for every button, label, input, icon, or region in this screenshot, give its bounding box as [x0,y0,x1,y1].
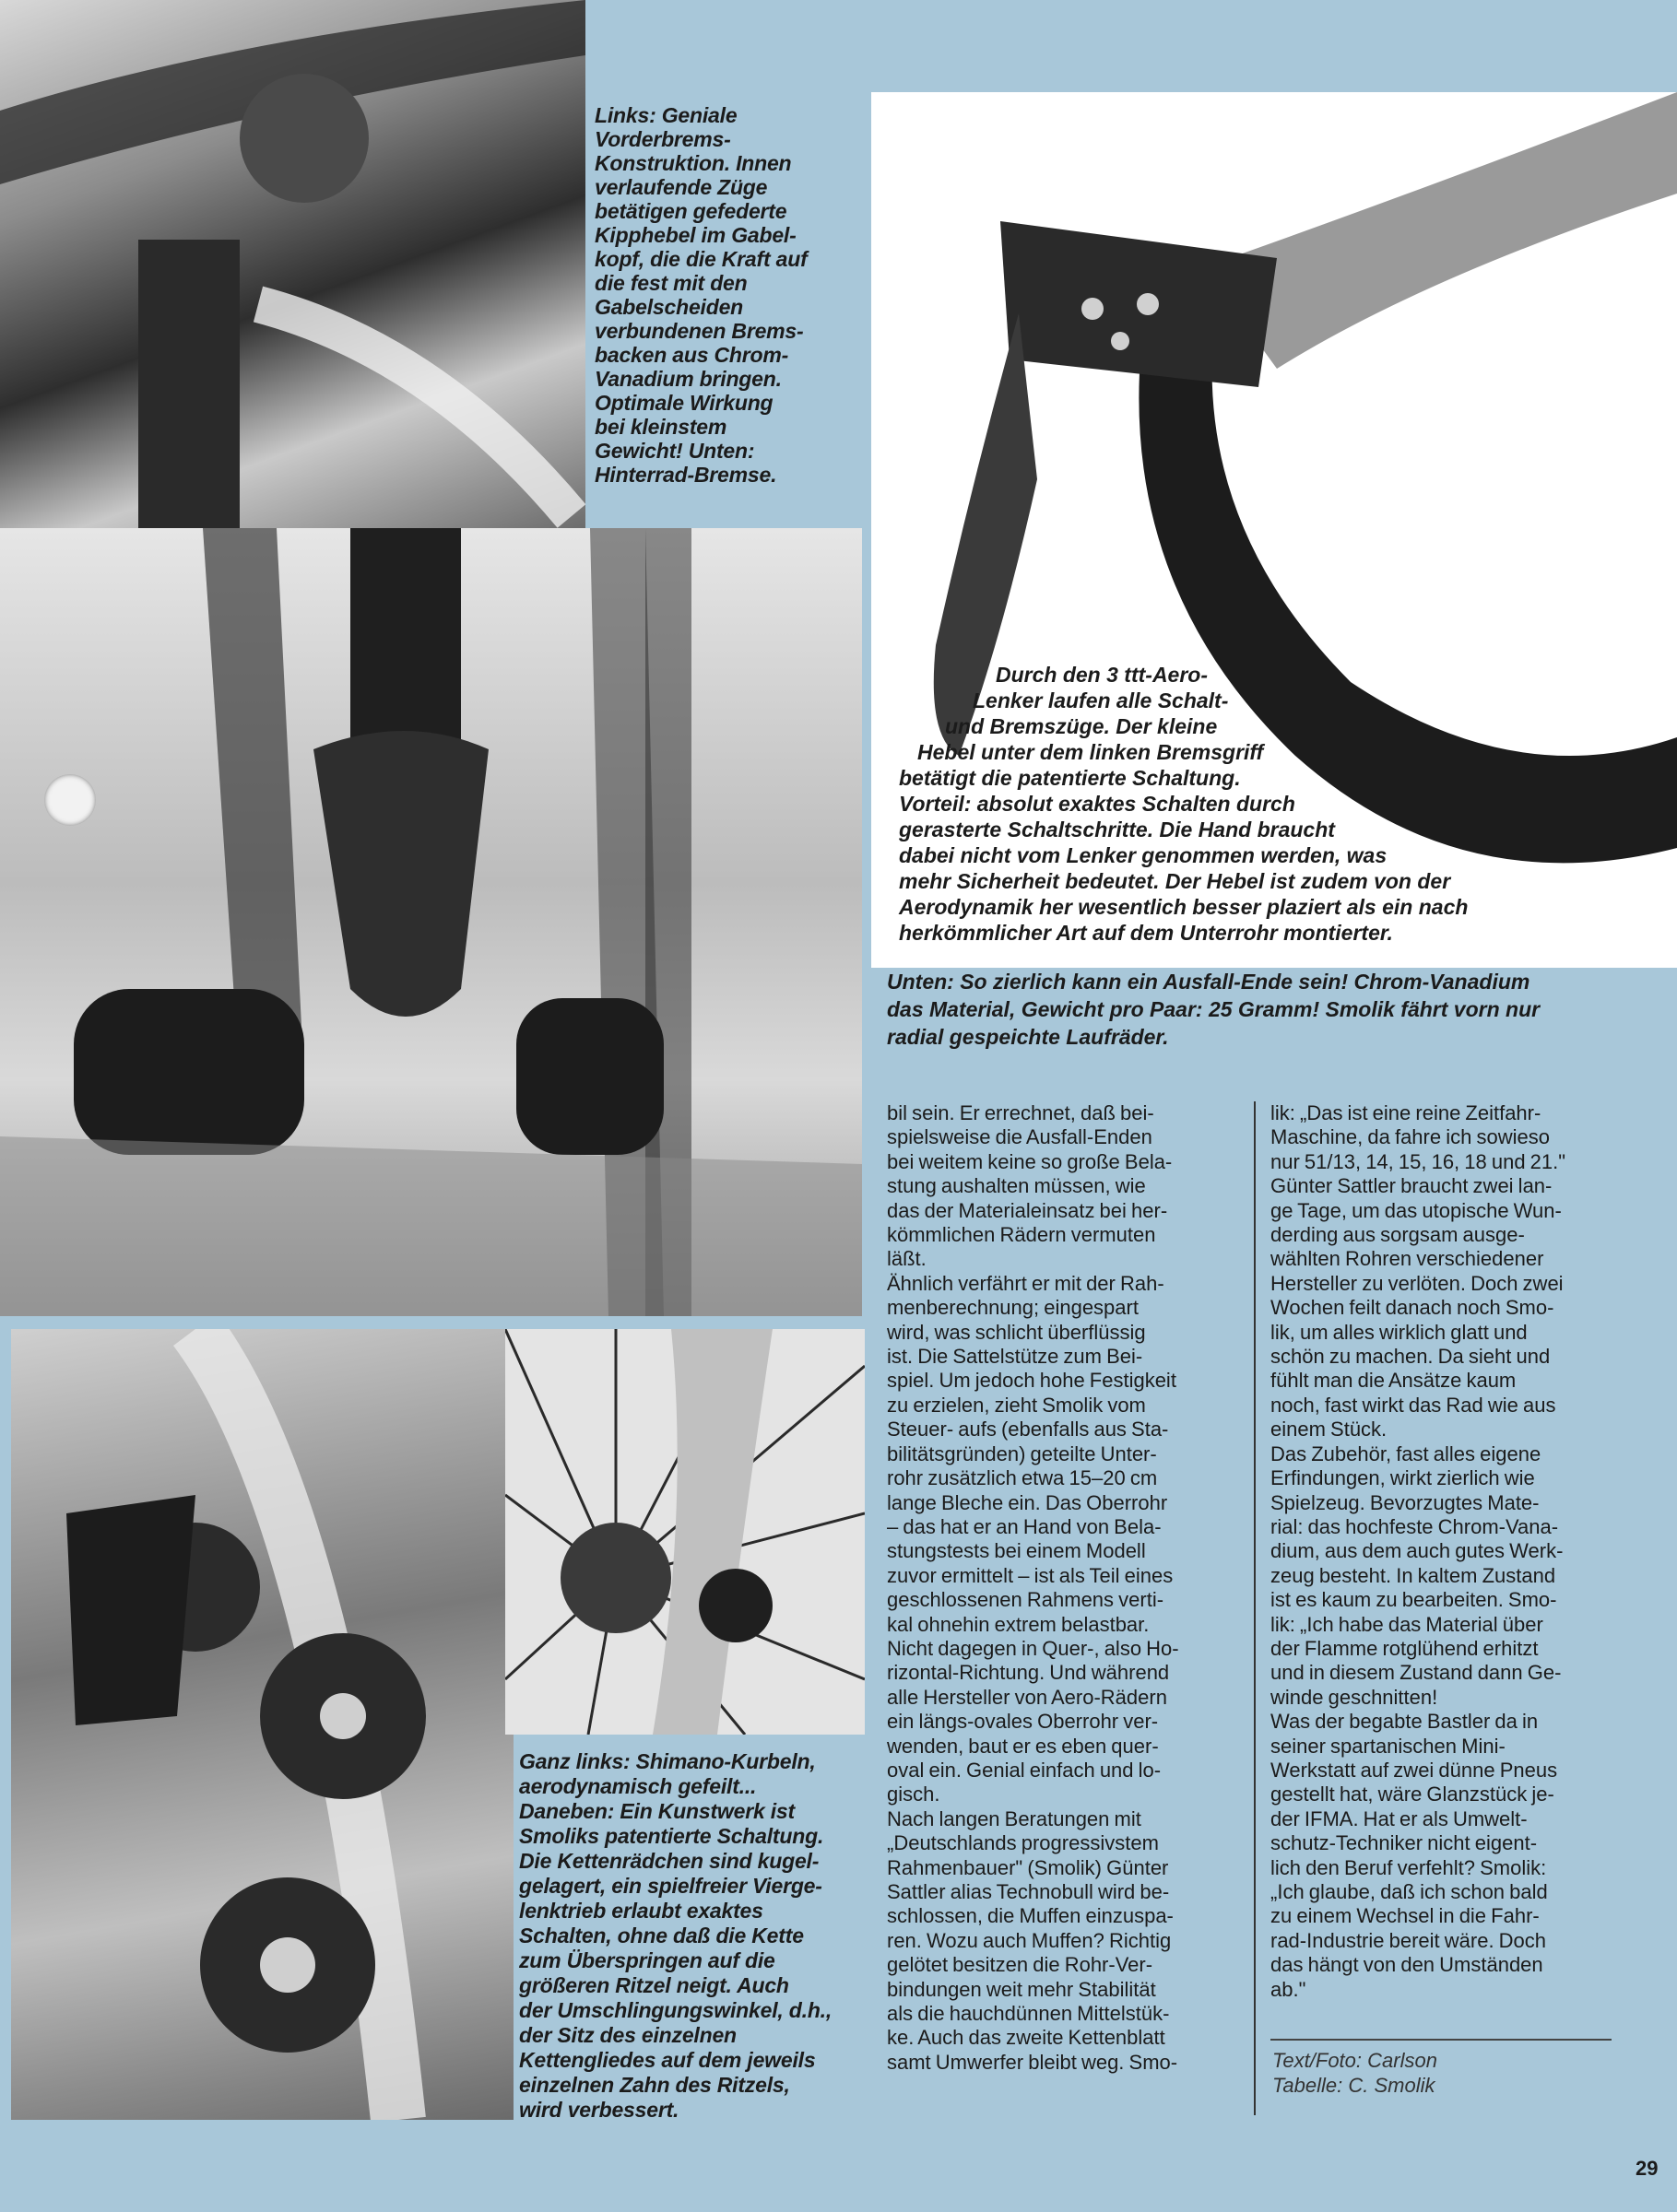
article-line: lik, um alles wirklich glatt und [1270,1320,1528,1344]
article-line: Maschine, da fahre ich sowieso [1270,1125,1550,1149]
caption-line: herkömmlicher Art auf dem Unterrohr montierter. [899,921,1393,945]
article-line: nur 51/13, 14, 15, 16, 18 und 21." [1270,1149,1566,1173]
caption-line: größeren Ritzel neigt. Auch [519,1973,789,1997]
article-line: einem Stück. [1270,1418,1388,1441]
caption-line: radial gespeichte Laufräder. [887,1025,1169,1049]
caption-line: Hinterrad-Bremse. [595,463,777,487]
caption-line: verlaufende Züge [595,175,768,199]
article-line: kömmlichen Rädern vermuten [887,1223,1156,1247]
article-line: stungstests bei einem Modell [887,1539,1146,1563]
caption-line: Schalten, ohne daß die Kette [519,1924,804,1947]
article-line: derding aus sorgsam ausge- [1270,1223,1525,1247]
article-line: oval ein. Genial einfach und lo- [887,1758,1162,1782]
article-line: Was der begabte Bastler da in [1270,1710,1539,1734]
caption-line: Optimale Wirkung [595,391,774,415]
caption-line: Kettengliedes auf dem jeweils [519,2048,816,2072]
article-line: schutz-Techniker nicht eigent- [1270,1831,1538,1855]
article-line: bei weitem keine so große Bela- [887,1149,1173,1173]
photo-derailleur [11,1329,514,2120]
credits [1272,2048,1604,2098]
caption-line: bei kleinstem [595,415,727,439]
article-line: zu einem Wechsel in die Fahr- [1270,1904,1540,1928]
credit-line: Tabelle: C. Smolik [1272,2074,1435,2097]
article-line: wird, was schlicht überflüssig [887,1320,1146,1344]
caption-line: einzelnen Zahn des Ritzels, [519,2073,790,2097]
article-line: kal ohnehin extrem belastbar. [887,1612,1150,1636]
article-line: ein längs-ovales Oberrohr ver- [887,1710,1159,1734]
article-line: rad-Industrie bereit wäre. Doch [1270,1928,1547,1952]
article-line: geschlossenen Rahmens verti- [887,1588,1164,1612]
article-line: Günter Sattler braucht zwei lan- [1270,1174,1553,1198]
caption-front-brake [595,103,871,487]
article-line: winde geschnitten! [1270,1685,1438,1709]
caption-line: betätigen gefederte [595,199,787,223]
article-line: und in diesem Zustand dann Ge- [1270,1661,1562,1685]
caption-line: mehr Sicherheit bedeutet. Der Hebel ist zudem von der [899,869,1451,893]
article-line: lik: „Ich habe das Material über [1270,1612,1543,1636]
article-line: rial: das hochfeste Chrom-Vana- [1270,1514,1559,1538]
caption-line: Durch den 3 ttt-Aero- [996,663,1208,687]
caption-line: Smoliks patentierte Schaltung. [519,1824,824,1848]
caption-line: gerasterte Schaltschritte. Die Hand braucht [899,818,1335,841]
article-line: rizontal-Richtung. Und während [887,1661,1170,1685]
caption-line: der Umschlingungswinkel, d.h., [519,1998,833,2022]
article-line: schlossen, die Muffen einzuspa- [887,1904,1174,1928]
caption-line: zum Überspringen auf die [519,1948,775,1972]
article-line: wählten Rohren verschiedener [1270,1247,1544,1271]
caption-line: Daneben: Ein Kunstwerk ist [519,1799,795,1823]
article-line: wenden, baut er es eben quer- [887,1734,1159,1758]
article-line: spiel. Um jedoch hohe Festigkeit [887,1369,1176,1393]
caption-line: Vorderbrems- [595,127,731,151]
article-line: das der Materialeinsatz bei her- [887,1198,1168,1222]
article-line: lich den Beruf verfehlt? Smolik: [1270,1855,1547,1879]
caption-line: Die Kettenrädchen sind kugel- [519,1849,820,1873]
article-line: stung aushalten müssen, wie [887,1174,1146,1198]
article-line: lik: „Das ist eine reine Zeitfahr- [1270,1101,1541,1124]
page-number: 29 [1636,2157,1659,2180]
article-line: Sattler alias Technobull wird be- [887,1880,1170,1903]
caption-line: betätigt die patentierte Schaltung. [899,766,1241,790]
article-line: dium, aus dem auch gutes Werk- [1270,1539,1564,1563]
article-line: ist. Die Sattelstütze zum Bei- [887,1345,1143,1369]
article-line: das hängt von den Umständen [1270,1953,1543,1977]
article-line: Werkstatt auf zwei dünne Pneus [1270,1758,1558,1782]
caption-line: wird verbessert. [519,2098,679,2122]
article-line: „Ich glaube, daß ich schon bald [1270,1880,1548,1903]
caption-line: Konstruktion. Innen [595,151,792,175]
article-line: Nicht dagegen in Quer-, also Ho- [887,1636,1179,1660]
article-line: – das hat er an Hand von Bela- [887,1514,1162,1538]
caption-handlebar [899,662,1618,946]
caption-line: verbundenen Brems- [595,319,804,343]
article-line: „Deutschlands progressivstem [887,1831,1159,1855]
column-divider [1254,1101,1256,2115]
article-line: bilitätsgründen) geteilte Unter- [887,1441,1157,1465]
article-column-1 [887,1101,1248,2075]
caption-line: Gewicht! Unten: [595,439,755,463]
caption-line: Hebel unter dem linken Bremsgriff [917,740,1264,764]
caption-line: der Sitz des einzelnen [519,2023,737,2047]
caption-line: Links: Geniale [595,103,738,127]
article-line: ge Tage, um das utopische Wun- [1270,1198,1562,1222]
article-line: Steuer- aufs (ebenfalls aus Sta- [887,1418,1169,1441]
caption-line: gelagert, ein spielfreier Vierge- [519,1874,822,1898]
article-line: Hersteller zu verlöten. Doch zwei [1270,1271,1564,1295]
caption-dropout [887,968,1652,1051]
caption-line: kopf, die die Kraft auf [595,247,808,271]
article-line: ist es kaum zu bearbeiten. Smo- [1270,1588,1557,1612]
article-line: lange Bleche ein. Das Oberrohr [887,1490,1168,1514]
article-line: samt Umwerfer bleibt weg. Smo- [887,2050,1178,2074]
article-line: bindungen weit mehr Stabilität [887,1977,1156,2001]
caption-line: Ganz links: Shimano-Kurbeln, [519,1749,816,1773]
punch-hole [44,774,96,826]
article-line: noch, fast wirkt das Rad wie aus [1270,1393,1556,1417]
article-line: Erfindungen, wirkt zierlich wie [1270,1466,1535,1490]
article-line: Spielzeug. Bevorzugtes Mate- [1270,1490,1540,1514]
article-line: gelötet besitzen die Rohr-Ver- [887,1953,1153,1977]
caption-line: und Bremszüge. Der kleine [945,714,1218,738]
caption-line: backen aus Chrom- [595,343,789,367]
caption-line: Aerodynamik her wesentlich besser plaziert als ein nach [899,895,1469,919]
article-line: zeug besteht. In kaltem Zustand [1270,1563,1556,1587]
article-line: Wochen feilt danach noch Smo- [1270,1296,1554,1320]
article-line: fühlt man die Ansätze kaum [1270,1369,1517,1393]
photo-spoked-wheel [505,1329,865,1735]
article-line: bil sein. Er errechnet, daß bei- [887,1101,1154,1124]
caption-line: aerodynamisch gefeilt... [519,1774,757,1798]
article-line: schön zu machen. Da sieht und [1270,1345,1551,1369]
article-line: ab." [1270,1977,1306,2001]
caption-line: dabei nicht vom Lenker genommen werden, was [899,843,1388,867]
article-line: Ähnlich verfährt er mit der Rah- [887,1271,1164,1295]
caption-line: Vanadium bringen. [595,367,782,391]
article-line: Rahmenbauer" (Smolik) Günter [887,1855,1169,1879]
caption-line: Kipphebel im Gabel- [595,223,797,247]
article-line: seiner spartanischen Mini- [1270,1734,1506,1758]
caption-line: lenktrieb erlaubt exaktes [519,1899,763,1923]
article-line: der IFMA. Hat er als Umwelt- [1270,1806,1528,1830]
caption-line: Lenker laufen alle Schalt- [973,688,1229,712]
article-line: zuvor ermittelt – ist als Teil eines [887,1563,1174,1587]
caption-line: Unten: So zierlich kann ein Ausfall-Ende sein! Chrom-Vanadium [887,970,1530,994]
article-line: der Flamme rotglühend erhitzt [1270,1636,1539,1660]
article-column-2 [1270,1101,1613,2002]
caption-derailleur [519,1749,860,2123]
credit-line: Text/Foto: Carlson [1272,2049,1437,2072]
article-line: ke. Auch das zweite Kettenblatt [887,2026,1165,2050]
photo-front-brake [0,0,585,530]
article-line: als die hauchdünnen Mittelstük- [887,2002,1170,2026]
article-line: Nach langen Beratungen mit [887,1806,1141,1830]
caption-line: Vorteil: absolut exaktes Schalten durch [899,792,1295,816]
article-line: gestellt hat, wäre Glanzstück je- [1270,1783,1554,1806]
photo-rear-brake [0,528,862,1316]
article-line: läßt. [887,1247,927,1271]
credits-rule [1270,2039,1612,2041]
caption-line: Gabelscheiden [595,295,744,319]
article-line: gisch. [887,1783,940,1806]
caption-line: das Material, Gewicht pro Paar: 25 Gramm! Smolik fährt vorn nur [887,997,1541,1021]
article-line: alle Hersteller von Aero-Rädern [887,1685,1167,1709]
article-line: spielsweise die Ausfall-Enden [887,1125,1152,1149]
article-line: zu erzielen, zieht Smolik vom [887,1393,1146,1417]
article-line: Das Zubehör, fast alles eigene [1270,1441,1541,1465]
caption-line: die fest mit den [595,271,748,295]
article-line: rohr zusätzlich etwa 15–20 cm [887,1466,1158,1490]
article-line: menberechnung; eingespart [887,1296,1139,1320]
article-line: ren. Wozu auch Muffen? Richtig [887,1928,1172,1952]
